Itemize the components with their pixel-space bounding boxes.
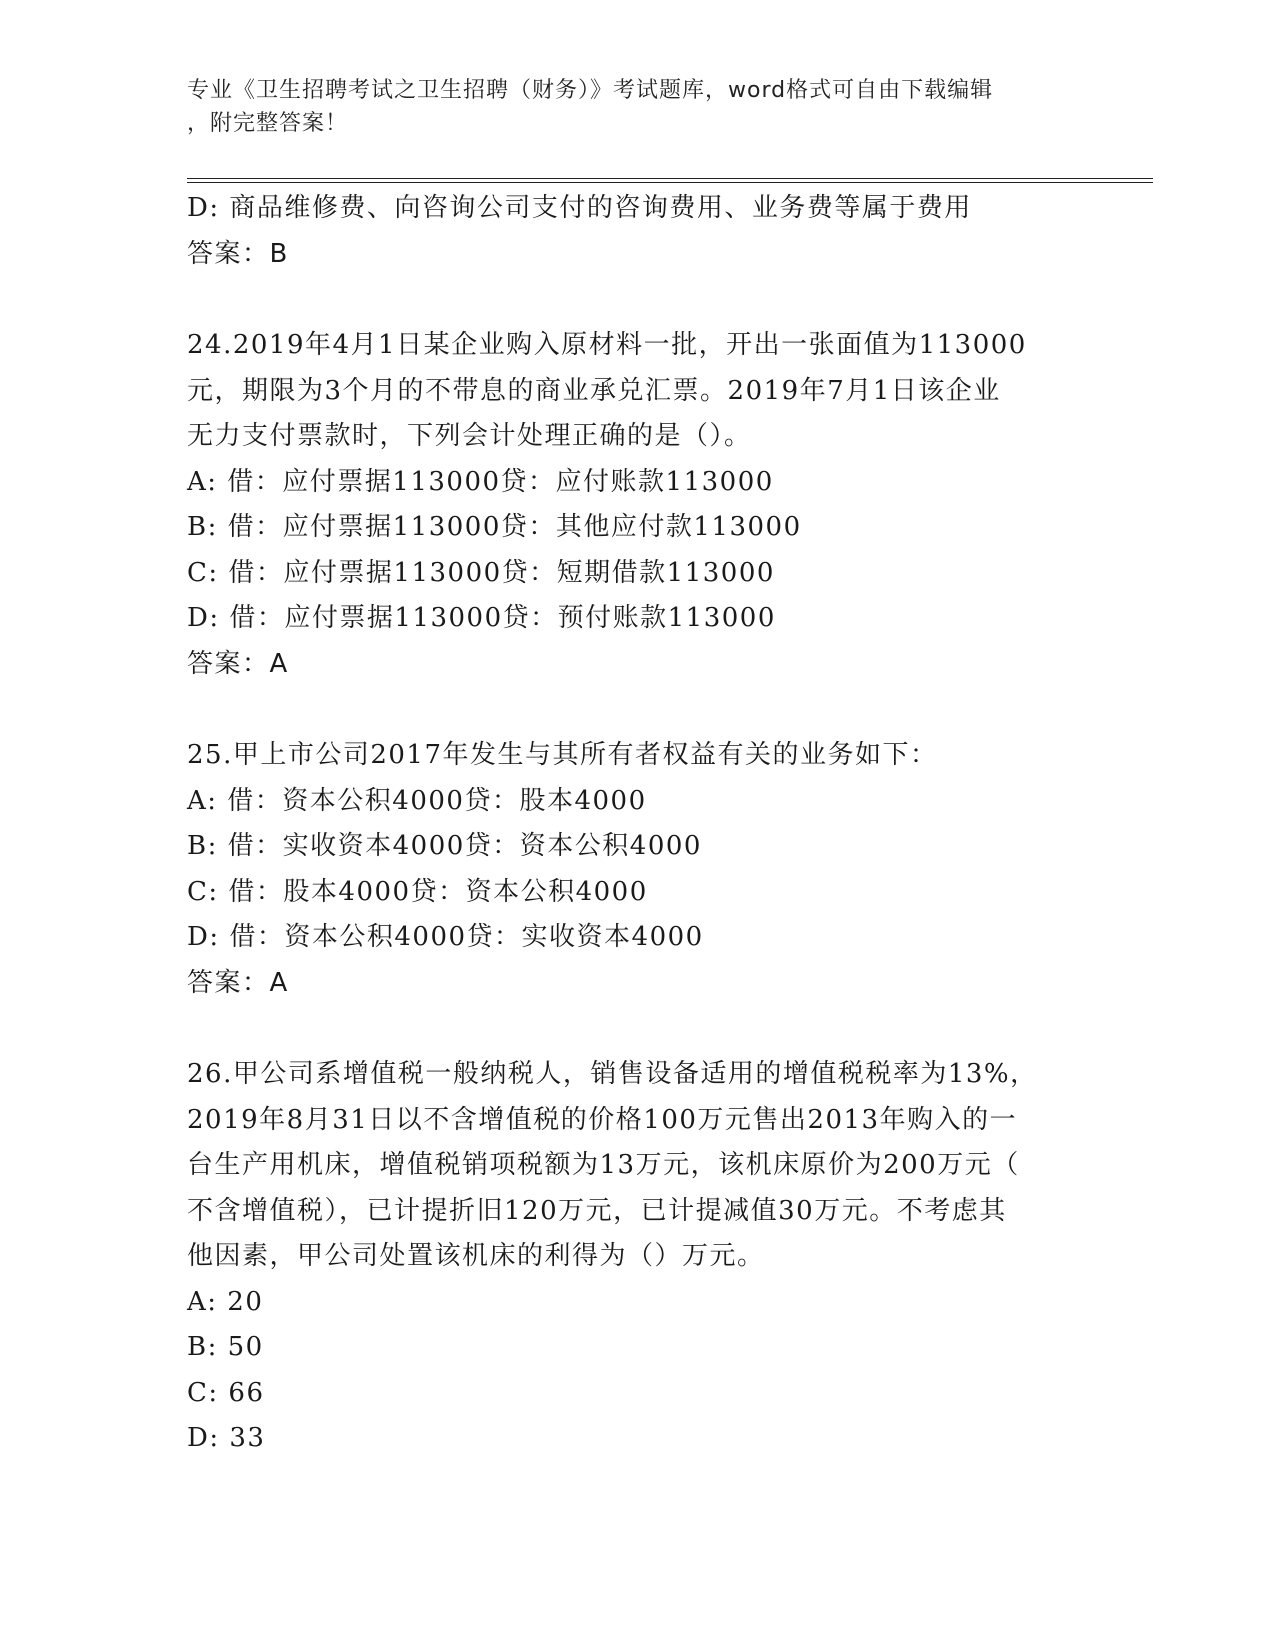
- question-stem: 台生产用机床，增值税销项税额为13万元，该机床原价为200万元（: [187, 1150, 1020, 1180]
- option-a: A: 借：应付票据113000贷：应付账款113000: [187, 466, 774, 497]
- option-c: C: 借：股本4000贷：资本公积4000: [187, 876, 648, 907]
- question-24: [187, 323, 1087, 687]
- option-b: B: 借：实收资本4000贷：资本公积4000: [187, 831, 702, 861]
- question-stem: 无力支付票款时，下列会计处理正确的是（）。: [187, 421, 752, 451]
- option-c: C: 66: [187, 1377, 265, 1408]
- question-stem: 24.2019年4月1日某企业购入原材料一批，开出一张面值为113000: [187, 330, 1027, 360]
- question-26: [187, 1052, 1087, 1462]
- option-d: D: 借：资本公积4000贷：实收资本4000: [187, 922, 704, 952]
- option-c: C: 借：应付票据113000贷：短期借款113000: [187, 557, 775, 588]
- question-25: [187, 733, 1087, 1006]
- question-stem: 元，期限为3个月的不带息的商业承兑汇票。2019年7月1日该企业: [187, 375, 1001, 406]
- option-a: A: 借：资本公积4000贷：股本4000: [187, 785, 647, 816]
- header-line-1: 专业《卫生招聘考试之卫生招聘（财务）》考试题库，word格式可自由下载编辑: [187, 78, 994, 103]
- option-d: D: 借：应付票据113000贷：预付账款113000: [187, 603, 776, 633]
- question-stem: 2019年8月31日以不含增值税的价格100万元售出2013年购入的一: [187, 1104, 1018, 1135]
- header-line-2: ，附完整答案！: [187, 111, 349, 136]
- page-header: [187, 74, 1067, 140]
- question-stem: 不含增值税），已计提折旧120万元，已计提减值30万元。不考虑其: [187, 1195, 1007, 1226]
- spacer: [187, 277, 1087, 323]
- option-d: D: 商品维修费、向咨询公司支付的咨询费用、业务费等属于费用: [187, 193, 972, 223]
- question-stem: 25.甲上市公司2017年发生与其所有者权益有关的业务如下：: [187, 740, 938, 770]
- question-stem: 26.甲公司系增值税一般纳税人，销售设备适用的增值税税率为13%，: [187, 1059, 1038, 1089]
- answer-line: 答案：A: [187, 967, 289, 998]
- option-b: B: 借：应付票据113000贷：其他应付款113000: [187, 512, 802, 542]
- option-d: D: 33: [187, 1423, 266, 1453]
- answer-line: 答案：A: [187, 648, 289, 679]
- question-23: [187, 186, 1087, 277]
- header-divider-bottom: [187, 182, 1153, 183]
- spacer: [187, 1006, 1087, 1052]
- question-body: [187, 186, 1087, 1462]
- option-a: A: 20: [187, 1286, 264, 1317]
- spacer: [187, 687, 1087, 733]
- option-b: B: 50: [187, 1332, 264, 1362]
- answer-line: 答案：B: [187, 238, 289, 269]
- question-stem: 他因素，甲公司处置该机床的利得为（）万元。: [187, 1241, 765, 1271]
- header-divider-top: [187, 178, 1153, 179]
